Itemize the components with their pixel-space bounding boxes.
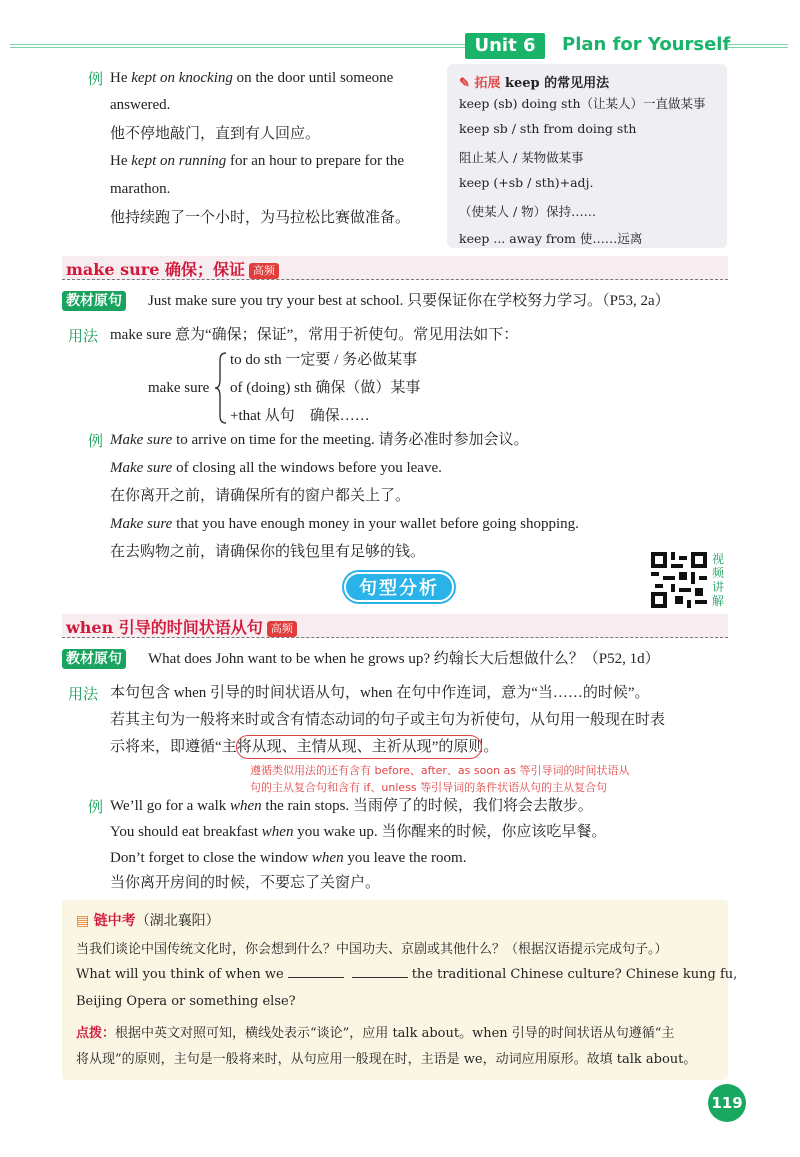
unit-title: Plan for Yourself [562, 34, 731, 55]
circled-rule: 主将从现、主情从现、主祈从现 [221, 739, 432, 755]
usage-text: 示将来，即遵循“主将从现、主情从现、主祈从现”的原则。 [110, 739, 499, 755]
source-sentence: Just make sure you try your best at school. 只要保证你在学校努力学习。（P53, 2a） [148, 293, 670, 309]
usage-text: 本句包含 when 引导的时间状语从句，when 在句中作连词，意为“当……的时候”。 [110, 685, 650, 701]
exam-question: 当我们谈论中国传统文化时，你会想到什么？中国功夫、京剧或其他什么？（根据汉语提示完成句子。） [76, 942, 668, 957]
source-tag: 教材原句 [62, 649, 126, 669]
example-line: 在去购物之前，请确保你的钱包里有足够的钱。 [110, 544, 426, 560]
document-icon: ▤ [76, 913, 90, 929]
example-line: We’ll go for a walk when the rain stops. 当雨停了的时候，我们将会去散步。 [110, 798, 593, 814]
exam-heading: ▤ 链中考（湖北襄阳） [76, 913, 220, 929]
expand-heading: ✎ 拓展 keep 的常见用法 [459, 76, 610, 91]
section-heading-when: when 引导的时间状语从句 高频 [62, 614, 728, 638]
source-tag: 教材原句 [62, 291, 126, 311]
example-line: 他不停地敲门，直到有人回应。 [110, 124, 321, 142]
make-sure-term: make sure [148, 380, 210, 396]
example-line: 当你离开房间的时候，不要忘了关窗户。 [110, 875, 381, 891]
example-line: You should eat breakfast when you wake up. 当你醒来的时候，你应该吃早餐。 [110, 824, 607, 840]
expand-row: （使某人 / 物）保持…… [459, 204, 597, 219]
example-line: Don’t forget to close the window when you leave the room. [110, 850, 467, 866]
page-number: 119 [708, 1084, 746, 1122]
example-line: Make sure to arrive on time for the meeting. 请务必准时参加会议。 [110, 432, 529, 448]
section-heading-make-sure: make sure 确保；保证 高频 [62, 256, 728, 280]
make-sure-option: +that 从句 确保…… [230, 408, 370, 424]
source-sentence: What does John want to be when he grows up? 约翰长大后想做什么？（P52, 1d） [148, 651, 660, 667]
header-rule-left [10, 44, 465, 48]
unit-badge: Unit 6 [465, 33, 545, 59]
example-line: marathon. [110, 181, 171, 197]
pattern-analysis-title: 句型分析 [344, 572, 454, 602]
qr-code-icon[interactable] [651, 552, 707, 608]
usage-label: 用法 [68, 327, 99, 345]
make-sure-option: to do sth 一定要 / 务必做某事 [230, 352, 418, 368]
exam-sentence: Beijing Opera or something else? [76, 994, 296, 1009]
handwritten-note: 遵循类似用法的还有含有 before、after、as soon as 等引导词的时间状语从 [250, 764, 630, 777]
exam-tip: 将从现”的原则，主句是一般将来时，从句应用一般现在时，主语是 we，动词应用原形。故填 talk about。 [76, 1052, 697, 1067]
expand-box [447, 64, 727, 248]
brace-icon [214, 352, 228, 424]
exam-sentence: What will you think of when we the traditional Chinese culture? Chinese kung fu, [76, 967, 738, 982]
expand-row: keep (+sb / sth)+adj. [459, 175, 594, 190]
example-label: 例 [88, 432, 104, 450]
make-sure-option: of (doing) sth 确保（做）某事 [230, 380, 421, 396]
answer-blank[interactable] [352, 966, 408, 978]
example-label: 例 [88, 798, 104, 816]
answer-blank[interactable] [288, 966, 344, 978]
usage-text: 若其主句为一般将来时或含有情态动词的句子或主句为祈使句，从句用一般现在时表 [110, 712, 666, 728]
example-line: 他持续跑了一个小时，为马拉松比赛做准备。 [110, 208, 411, 226]
expand-row: 阻止某人 / 某物做某事 [459, 150, 584, 165]
expand-row: keep (sb) doing sth（让某人）一直做某事 [459, 96, 706, 111]
exam-tip: 点拨：根据中英文对照可知，横线处表示“谈论”，应用 talk about。when 引导的时间状语从句遵循“主 [76, 1026, 675, 1041]
usage-label: 用法 [68, 685, 99, 703]
rule-circle-annotation [236, 735, 482, 759]
example-label: 例 [88, 70, 104, 88]
expand-row: keep sb / sth from doing sth [459, 121, 637, 136]
example-line: He kept on knocking on the door until someone [110, 70, 394, 86]
example-line: answered. [110, 97, 171, 113]
example-line: He kept on running for an hour to prepare for the [110, 153, 405, 169]
exam-link-box [62, 900, 738, 1080]
frequency-badge: 高频 [249, 263, 279, 279]
handwritten-note: 句的主从复合句和含有 if、unless 等引导词的条件状语从句的主从复合句 [250, 781, 608, 794]
expand-icon: ✎ [459, 76, 470, 91]
expand-row: keep ... away from 使……远离 [459, 231, 643, 246]
frequency-badge: 高频 [267, 621, 297, 637]
usage-text: make sure 意为“确保；保证”，常用于祈使句。常见用法如下： [110, 327, 519, 343]
video-label: 视频讲解 [712, 552, 725, 608]
example-line: Make sure of closing all the windows before you leave. [110, 460, 442, 476]
header-rule-right [728, 44, 788, 48]
example-line: 在你离开之前，请确保所有的窗户都关上了。 [110, 488, 411, 504]
example-line: Make sure that you have enough money in your wallet before going shopping. [110, 516, 579, 532]
